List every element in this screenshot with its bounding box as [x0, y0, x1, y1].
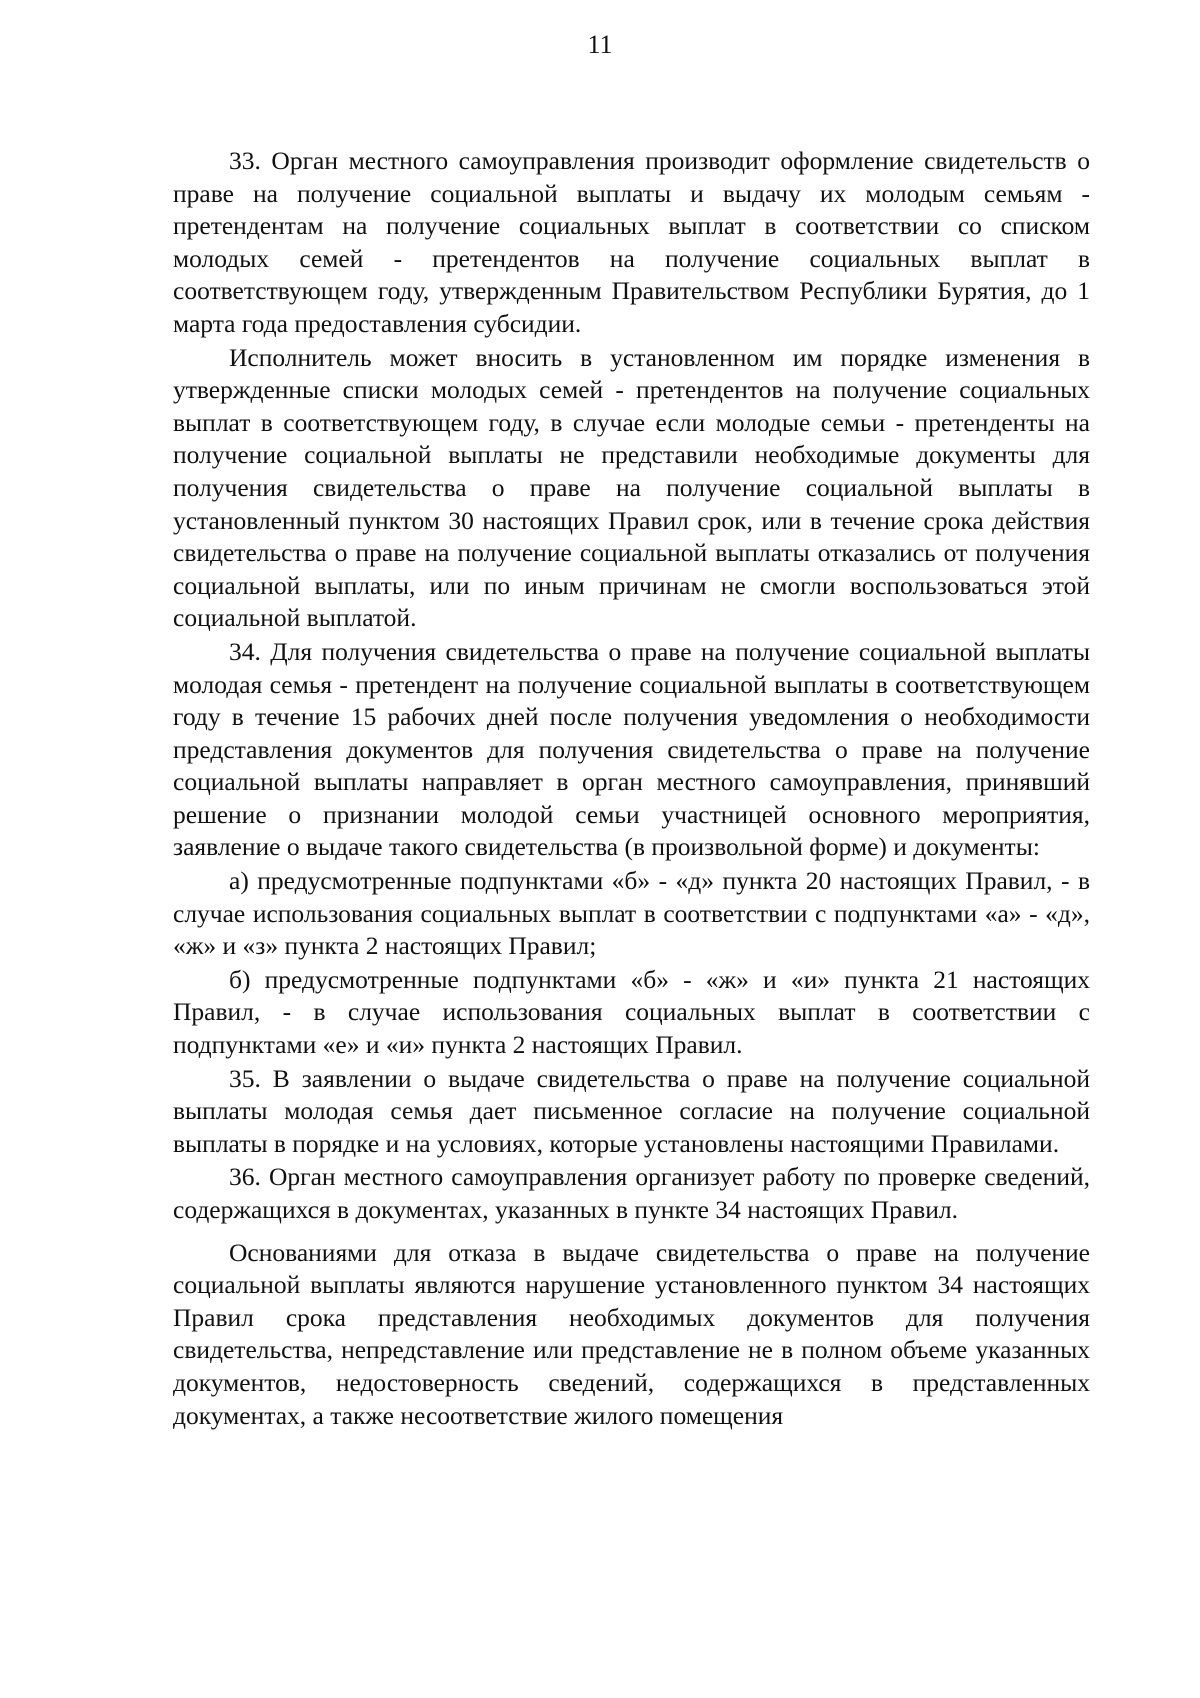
paragraph-33: 33. Орган местного самоуправления производит оформление свидетельств о праве на получение социальной выплаты и выдачу их молодым семьям - претендентам на получение социальных выплат в соответствии со списком молодых семей - претендентов на получение социальных выплат в соответствующем году, утвержденным Правительством Республики Бурятия, до 1 марта года предоставления субсидии. [173, 146, 1090, 338]
paragraph-34-a: а) предусмотренные подпунктами «б» - «д» пункта 20 настоящих Правил, - в случае использования социальных выплат в соответствии с подпунктами «а» - «д», «ж» и «з» пункта 2 настоящих Правил; [173, 866, 1090, 961]
paragraph-36: 36. Орган местного самоуправления организует работу по проверке сведений, содержащихся в документах, указанных в пункте 34 настоящих Правил. [173, 1162, 1090, 1224]
paragraph-34: 34. Для получения свидетельства о праве на получение социальной выплаты молодая семья - претендент на получение социальной выплаты в соответствующем году в течение 15 рабочих дней после получения уведомления о необходимости представления документов для получения свидетельства о праве на получение социальной выплаты направляет в орган местного самоуправления, принявший решение о признании молодой семьи участницей основного мероприятия, заявление о выдаче такого свидетельства (в произвольной форме) и документы: [173, 636, 1090, 862]
paragraph-refusal-grounds: Основаниями для отказа в выдаче свидетельства о праве на получение социальной выплаты являются нарушение установленного пунктом 34 настоящих Правил срока представления необходимых документов для получения свидетельства, непредставление или представление не в полном объеме указанных документов, недостоверность сведений, содержащихся в представленных документах, а также несоответствие жилого помещения [173, 1237, 1090, 1430]
document-body [173, 145, 1090, 1433]
paragraph-34-b: б) предусмотренные подпунктами «б» - «ж» и «и» пункта 21 настоящих Правил, - в случае использования социальных выплат в соответствии с подпунктами «е» и «и» пункта 2 настоящих Правил. [173, 964, 1090, 1060]
paragraph-executor-changes: Исполнитель может вносить в установленном им порядке изменения в утвержденные списки молодых семей - претендентов на получение социальных выплат в соответствующем году, в случае если молодые семьи - претенденты на получение социальной выплаты не представили необходимые документы для получения свидетельства о праве на получение социальной выплаты в установленный пунктом 30 настоящих Правил срок, или в течение срока действия свидетельства о праве на получение социальной выплаты отказались от получения социальной выплаты, или по иным причинам не смогли воспользоваться этой социальной выплатой. [173, 342, 1090, 633]
page-number: 11 [587, 30, 613, 59]
paragraph-35: 35. В заявлении о выдаче свидетельства о праве на получение социальной выплаты молодая семья дает письменное согласие на получение социальной выплаты в порядке и на условиях, которые установлены настоящими Правилами. [173, 1063, 1090, 1158]
